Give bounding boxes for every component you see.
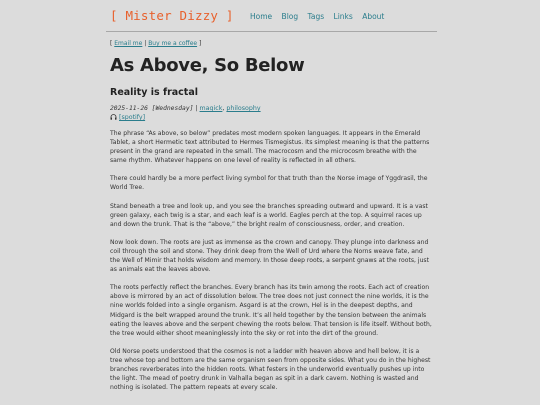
paragraph: The phrase “As above, so below” predates most modern spoken languages. It appears in the Emerald Tablet, a short Hermetic text attributed to Hermes Tismegistus. Its simplest meaning is that the patterns present in the grand are repeated in the small. The macrocosm and the microcosm breathe with the same rhythm. Whatever happens on one level of reality is reflected in all others. xyxy=(110,130,430,165)
bracket-close: ] xyxy=(197,40,202,47)
post-body xyxy=(110,129,432,401)
post-subtitle: Reality is fractal xyxy=(110,87,199,98)
nav-about[interactable]: About xyxy=(362,12,385,21)
header-divider xyxy=(106,31,437,32)
contact-separator: | xyxy=(142,40,149,47)
paragraph: Old Norse poets understood that the cosmos is not a ladder with heaven above and hell below, it is a tree whose top and bottom are the same organism seen from opposite sides. What you do in the highest branches reverberates into the hidden roots. What festers in the underworld eventually pushes up into the light. The mead of poetry drunk in Valhalla began as spit in a dark cavern. Nothing is wasted and nothing is isolated. The pattern repeats at every scale. xyxy=(110,347,431,392)
paragraph: There could hardly be a more perfect living symbol for that truth than the Norse image of Yggdrasil, the World Tree. xyxy=(110,175,428,192)
tag-philosophy[interactable]: philosophy xyxy=(226,105,261,112)
post-date: 2025-11-26 [Wednesday] xyxy=(110,105,194,112)
nav-tags[interactable]: Tags xyxy=(307,12,325,21)
contact-links xyxy=(110,40,201,47)
site-header xyxy=(0,0,540,30)
nav-links[interactable]: Links xyxy=(333,12,353,21)
main-nav xyxy=(250,12,391,21)
spotify-link[interactable]: [spotify] xyxy=(119,114,146,121)
post-meta: 2025-11-26 [Wednesday] | magick, philosophy xyxy=(110,105,261,112)
headphones-icon xyxy=(110,114,117,120)
meta-separator: | xyxy=(193,105,200,112)
audio-link-row xyxy=(110,114,145,121)
paragraph: The roots perfectly reflect the branches. Every branch has its twin among the roots. Each act of creation above is mirrored by an act of dissolution below. The tree does not just connect the nine worlds, it is the nine worlds folded into a single organism. Asgard is at the crown, Hel is in the deepest depths, and Midgard is the belt wrapped around the trunk. It’s all held together by the tension between the animals eating the leaves above and the serpent chewing the roots below. That tension is life itself. Without both, the tree would either shoot meaninglessly into the sky or rot into the dirt of the ground. xyxy=(110,284,432,337)
site-logo[interactable]: [ Mister Dizzy ] xyxy=(110,8,234,23)
paragraph: Now look down. The roots are just as immense as the crown and canopy. They plunge into darkness and coil through the soil and stone. They drink deep from the Well of Urd where the Norns weave fate, and the Well of Mimir that holds wisdom and memory. In those deep roots, a serpent gnaws at the roots, just as animals eat the leaves above. xyxy=(110,238,429,274)
email-link[interactable]: Email me xyxy=(114,40,143,47)
tag-magick[interactable]: magick xyxy=(199,105,223,112)
page-title: As Above, So Below xyxy=(110,55,305,76)
nav-home[interactable]: Home xyxy=(250,12,273,21)
nav-blog[interactable]: Blog xyxy=(281,12,299,21)
bracket-open: [ xyxy=(110,40,115,47)
paragraph: Stand beneath a tree and look up, and you see the branches spreading outward and upward. It is a vast green galaxy, each twig is a star, and each leaf is a world. Eagles perch at the top. A squirrel races up and down the trunk. That is the “above,” the bright realm of consciousness, order, and creation. xyxy=(110,202,428,228)
coffee-link[interactable]: Buy me a coffee xyxy=(148,40,198,47)
